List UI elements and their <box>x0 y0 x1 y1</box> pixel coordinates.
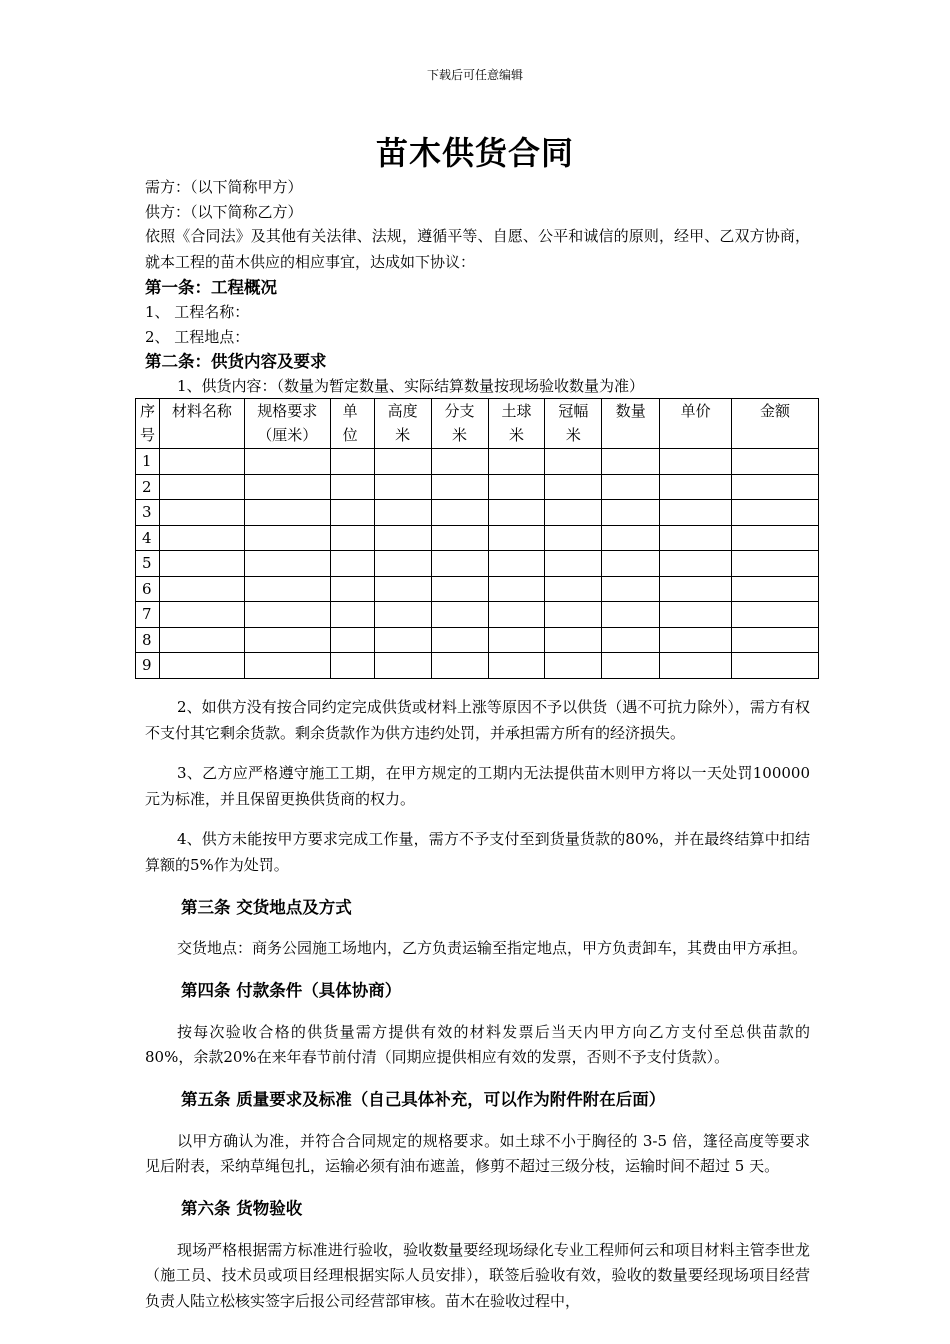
table-row <box>136 576 819 602</box>
article3-text: 交货地点：商务公园施工场地内，乙方负责运输至指定地点，甲方负责卸车，其费由甲方承担。 <box>177 939 808 957</box>
row-number: 7 <box>136 602 160 628</box>
article4-heading: 第四条 付款条件（具体协商） <box>181 981 402 1000</box>
col-header: 规格要求（厘米） <box>244 399 330 449</box>
table-row <box>136 449 819 475</box>
col-header: 金额 <box>732 399 819 449</box>
table-row <box>136 525 819 551</box>
article6-text: 现场严格根据需方标准进行验收，验收数量要经现场绿化专业工程师何云和项目材料主管李世龙（施工员、技术员或项目经理根据实际人员安排），联签后验收有效，验收的数量要经现场项目经营负责人陆立松核实签字后报公司经营部审核。苗木在验收过程中， <box>145 1240 810 1310</box>
row-number: 6 <box>136 576 160 602</box>
col-header: 分支米 <box>431 399 488 449</box>
party-a-line: 需方：（以下简称甲方） <box>145 178 303 196</box>
row-number: 9 <box>136 653 160 679</box>
article6-heading: 第六条 货物验收 <box>181 1199 303 1218</box>
table-header-row <box>136 399 819 449</box>
row-number: 2 <box>136 474 160 500</box>
article2-heading: 第二条：供货内容及要求 <box>145 352 327 371</box>
article1-heading: 第一条：工程概况 <box>145 278 277 297</box>
col-header: 单价 <box>660 399 732 449</box>
row-number: 8 <box>136 627 160 653</box>
article5-heading: 第五条 质量要求及标准（自己具体补充，可以作为附件附在后面） <box>181 1090 666 1109</box>
contract-body-section <box>145 680 810 1329</box>
article5-text: 以甲方确认为准，并符合合同规定的规格要求。如土球不小于胸径的 3-5 倍，篷径高度等要求见后附表，采纳草绳包扎，运输必须有油布遮盖，修剪不超过三级分枝，运输时间不超过 5 天。 <box>145 1131 810 1175</box>
table-row <box>136 627 819 653</box>
clause-4: 4、供方未能按甲方要求完成工作量，需方不予支付至到货量货款的80%，并在最终结算中扣结算额的5%作为处罚。 <box>145 830 810 874</box>
row-number: 1 <box>136 449 160 475</box>
col-header: 高度米 <box>374 399 431 449</box>
col-header: 土球米 <box>488 399 545 449</box>
col-header: 单位 <box>330 399 374 449</box>
project-name-line: 1、 工程名称： <box>145 303 250 321</box>
article4-text: 按每次验收合格的供货量需方提供有效的材料发票后当天内甲方向乙方支付至总供苗款的80%，余款20%在来年春节前付清（同期应提供相应有效的发票，否则不予支付货款）。 <box>145 1022 810 1066</box>
party-b-line: 供方：（以下简称乙方） <box>145 202 303 221</box>
contract-title: 苗木供货合同 <box>375 134 574 172</box>
project-location-line: 2、 工程地点： <box>145 327 250 346</box>
intro-paragraph: 依照《合同法》及其他有关法律、法规，遵循平等、自愿、公平和诚信的原则，经甲、乙双方协商，就本工程的苗木供应的相应事宜，达成如下协议： <box>145 227 810 271</box>
table-row <box>136 653 819 679</box>
col-header: 序号 <box>136 399 160 449</box>
table-row <box>136 474 819 500</box>
clause-3: 3、乙方应严格遵守施工工期，在甲方规定的工期内无法提供苗木则甲方将以一天处罚100000元为标准，并且保留更换供货商的权力。 <box>145 764 810 808</box>
table-row <box>136 551 819 577</box>
row-number: 3 <box>136 500 160 526</box>
header-note: 下载后可任意编辑 <box>426 68 523 82</box>
clause-2: 2、如供方没有按合同约定完成供货或材料上涨等原因不予以供货（遇不可抗力除外），需方有权不支付其它剩余货款。剩余货款作为供方违约处罚，并承担需方所有的经济损失。 <box>145 698 810 742</box>
table-row <box>136 602 819 628</box>
contract-intro-section <box>145 175 810 398</box>
row-number: 5 <box>136 551 160 577</box>
table-row <box>136 500 819 526</box>
col-header: 材料名称 <box>159 399 244 449</box>
row-number: 4 <box>136 525 160 551</box>
article3-heading: 第三条 交货地点及方式 <box>181 897 352 917</box>
col-header: 冠幅米 <box>545 399 602 449</box>
supply-table <box>135 398 819 679</box>
supply-content-line: 1、供货内容：（数量为暂定数量、实际结算数量按现场验收数量为准） <box>177 377 645 395</box>
col-header: 数量 <box>602 399 660 449</box>
